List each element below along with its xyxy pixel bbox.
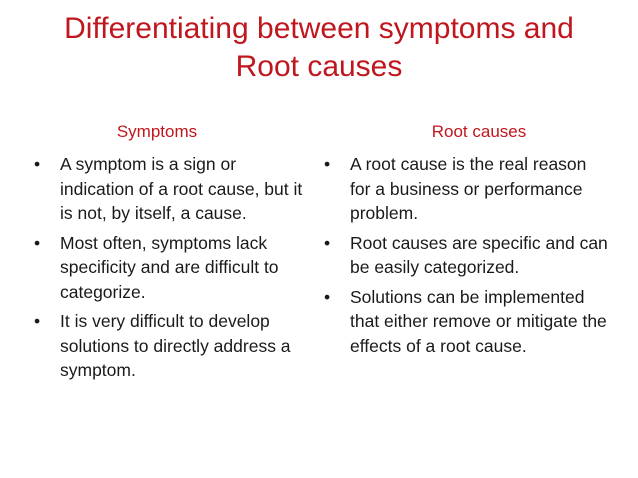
symptoms-bullet-list: [30, 152, 312, 383]
bullet-icon: •: [34, 311, 41, 331]
bullet-item: [320, 152, 610, 226]
bullet-text: Most often, symptoms lack specificity and are difficult to categorize.: [60, 232, 279, 302]
slide-title-line-2: Root causes: [235, 50, 403, 83]
root-causes-column: [320, 120, 610, 363]
bullet-item: [30, 152, 312, 226]
bullet-icon: •: [324, 154, 331, 174]
symptoms-column: [30, 120, 312, 388]
bullet-item: [320, 231, 610, 280]
bullet-icon: •: [324, 286, 331, 307]
bullet-icon: •: [34, 154, 41, 174]
bullet-icon: •: [324, 232, 331, 253]
bullet-text: Solutions can be implemented that either remove or mitigate the effects of a root cause.: [350, 286, 607, 356]
slide-title-line-1: Differentiating between symptoms and: [64, 12, 574, 45]
bullet-text: A root cause is the real reason for a business or performance problem.: [350, 154, 587, 223]
bullet-text: A symptom is a sign or indication of a root cause, but it is not, by itself, a cause.: [60, 154, 303, 223]
root-causes-bullet-list: [320, 152, 610, 358]
bullet-text: It is very difficult to develop solutions to directly address a symptom.: [60, 311, 291, 380]
root-causes-heading: Root causes: [431, 122, 527, 141]
symptoms-heading: Symptoms: [116, 122, 198, 141]
bullet-text: Root causes are specific and can be easily categorized.: [350, 232, 608, 277]
bullet-icon: •: [34, 232, 41, 253]
bullet-item: [30, 309, 312, 383]
slide-title: [20, 10, 618, 86]
bullet-item: [320, 285, 610, 359]
bullet-item: [30, 231, 312, 305]
